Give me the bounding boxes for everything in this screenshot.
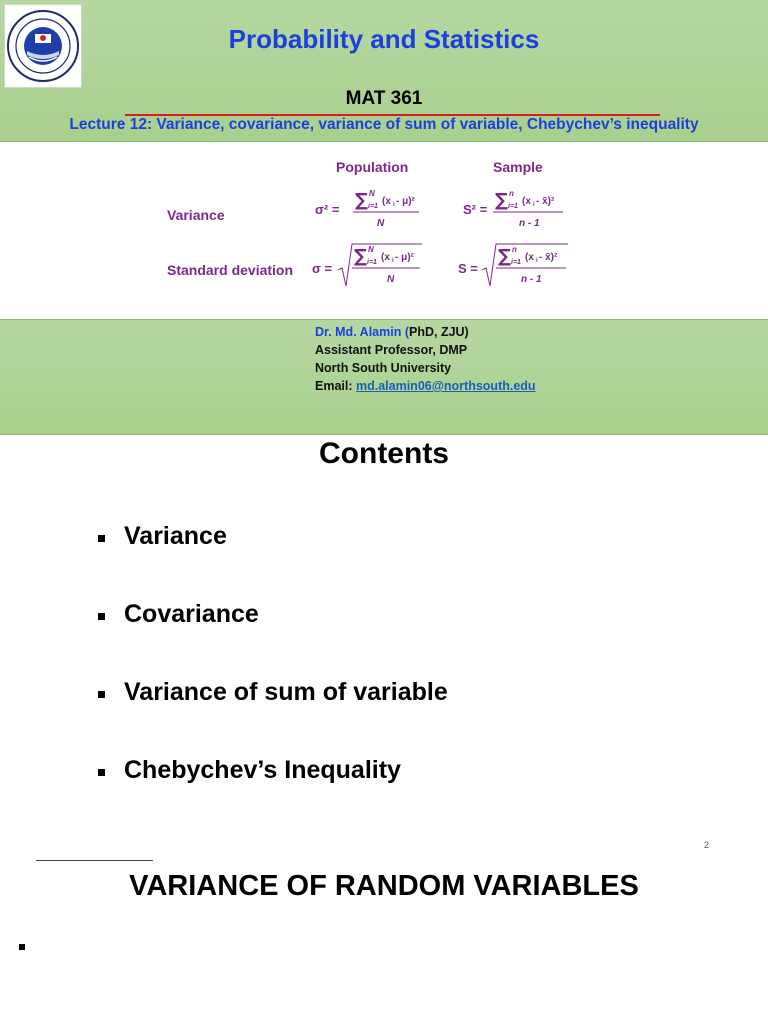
population-variance-formula xyxy=(315,186,425,232)
svg-text:(x: (x xyxy=(525,252,534,263)
sample-heading: Sample xyxy=(493,159,543,175)
author-degree: PhD, ZJU) xyxy=(409,325,469,339)
svg-text:(x: (x xyxy=(522,196,531,207)
sample-sd-formula xyxy=(458,240,573,290)
variance-label: Variance xyxy=(167,207,225,223)
svg-text:∑: ∑ xyxy=(498,246,511,267)
svg-text:S =: S = xyxy=(458,261,478,276)
svg-text:σ =: σ = xyxy=(312,261,333,276)
sample-variance-formula xyxy=(463,186,573,232)
svg-text:N: N xyxy=(377,218,385,229)
svg-text:n: n xyxy=(509,189,514,198)
svg-text:∑: ∑ xyxy=(354,246,367,267)
svg-text:N: N xyxy=(368,245,374,254)
author-band xyxy=(0,319,768,435)
svg-text:i=1: i=1 xyxy=(511,259,521,266)
population-heading: Population xyxy=(336,159,409,175)
svg-text:N: N xyxy=(387,274,395,285)
contents-heading: Contents xyxy=(319,437,449,470)
svg-text:i: i xyxy=(392,258,394,264)
bullet-square-icon xyxy=(98,691,105,698)
svg-text:- μ)²: - μ)² xyxy=(395,252,414,263)
bullet-square-icon xyxy=(98,613,105,620)
svg-text:i: i xyxy=(536,258,538,264)
svg-text:(x: (x xyxy=(382,196,391,207)
svg-text:- x̄)²: - x̄)² xyxy=(539,252,558,263)
author-email-link[interactable]: md.alamin06@northsouth.edu xyxy=(356,379,536,393)
author-position: Assistant Professor, DMP xyxy=(315,343,468,357)
population-sd-formula xyxy=(312,240,427,290)
svg-text:i=1: i=1 xyxy=(508,203,518,210)
email-label: Email: xyxy=(315,379,356,393)
svg-text:n: n xyxy=(512,245,517,254)
svg-text:∑: ∑ xyxy=(355,190,368,211)
svg-text:n - 1: n - 1 xyxy=(519,218,540,229)
svg-text:S² =: S² = xyxy=(463,202,488,217)
bullet-square-icon xyxy=(98,769,105,776)
page-number: 2 xyxy=(704,840,710,850)
author-name: Dr. Md. Alamin ( xyxy=(315,325,409,339)
svg-text:i: i xyxy=(533,202,535,208)
svg-text:i: i xyxy=(393,202,395,208)
bullet-square-icon xyxy=(19,944,25,950)
svg-text:n - 1: n - 1 xyxy=(521,274,542,285)
author-info xyxy=(315,323,536,395)
svg-text:σ² =: σ² = xyxy=(315,202,340,217)
bullet-square-icon xyxy=(98,535,105,542)
author-university: North South University xyxy=(315,361,452,375)
svg-text:(x: (x xyxy=(381,252,390,263)
svg-text:∑: ∑ xyxy=(495,190,508,211)
lecture-subtitle: Lecture 12: Variance, covariance, variance of sum of variable, Chebychev’s inequality xyxy=(69,116,699,133)
section-title: VARIANCE OF RANDOM VARIABLES xyxy=(129,870,639,902)
course-title: Probability and Statistics xyxy=(228,24,540,54)
svg-text:i=1: i=1 xyxy=(368,203,378,210)
header-band xyxy=(0,0,768,142)
svg-text:i=1: i=1 xyxy=(367,259,377,266)
svg-text:- x̄)²: - x̄)² xyxy=(536,196,555,207)
author-email-line xyxy=(315,377,536,395)
svg-text:N: N xyxy=(369,189,375,198)
author-name-line xyxy=(315,323,536,341)
footnote-divider xyxy=(36,860,153,861)
sd-label: Standard deviation xyxy=(167,262,294,278)
svg-text:- μ)²: - μ)² xyxy=(396,196,415,207)
course-code: MAT 361 xyxy=(345,88,423,109)
formula-panel xyxy=(0,142,768,318)
